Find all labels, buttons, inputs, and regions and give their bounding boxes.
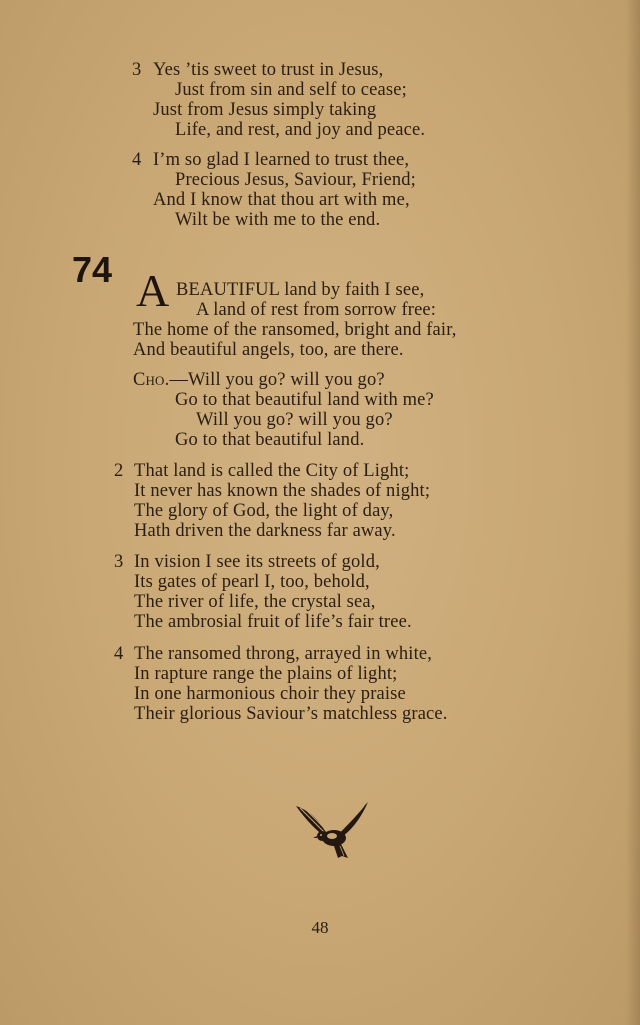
verse-line: Just from Jesus simply taking: [153, 100, 377, 120]
verse-line: That land is called the City of Light;: [134, 461, 410, 481]
verse-line: The ambrosial fruit of life’s fair tree.: [134, 612, 412, 632]
verse-number: 3: [114, 552, 124, 572]
verse-line: Their glorious Saviour’s matchless grace.: [134, 704, 448, 724]
verse-line: In vision I see its streets of gold,: [134, 552, 380, 572]
verse-line: It never has known the shades of night;: [134, 481, 431, 501]
verse-line: Its gates of pearl I, too, behold,: [134, 572, 370, 592]
verse-line: Precious Jesus, Saviour, Friend;: [175, 170, 416, 190]
verse-line: Hath driven the darkness far away.: [134, 521, 396, 541]
chorus-line-1: [133, 370, 385, 390]
verse-number: 3: [132, 60, 142, 80]
dove-icon: [294, 800, 370, 860]
verse-number: 4: [114, 644, 124, 664]
verse-line: Yes ’tis sweet to trust in Jesus,: [153, 60, 384, 80]
verse-line: The home of the ransomed, bright and fair,: [133, 320, 457, 340]
verse-line: Go to that beautiful land.: [175, 430, 365, 450]
verse-line: The glory of God, the light of day,: [134, 501, 394, 521]
verse-line: Just from sin and self to cease;: [175, 80, 407, 100]
verse-number: 2: [114, 461, 124, 481]
verse-line: A land of rest from sorrow free:: [196, 300, 437, 320]
verse-line: The ransomed throng, arrayed in white,: [134, 644, 433, 664]
verse-line: In one harmonious choir they praise: [134, 684, 406, 704]
verse-line: I’m so glad I learned to trust thee,: [153, 150, 410, 170]
verse-line: The river of life, the crystal sea,: [134, 592, 376, 612]
verse-line: Life, and rest, and joy and peace.: [175, 120, 426, 140]
verse-line: Wilt be with me to the end.: [175, 210, 381, 230]
verse-line: Will you go? will you go?: [196, 410, 393, 430]
page-number: 48: [311, 918, 329, 937]
hymn-number: 74: [72, 249, 113, 290]
verse-number: 4: [132, 150, 142, 170]
verse-line: And beautiful angels, too, are there.: [133, 340, 404, 360]
chorus-label: Cho.: [133, 370, 170, 390]
verse-line: In rapture range the plains of light;: [134, 664, 398, 684]
drop-cap: A: [136, 265, 170, 316]
verse-line: Go to that beautiful land with me?: [175, 390, 434, 410]
page-edge-shadow: [626, 0, 640, 1025]
verse-line: And I know that thou art with me,: [153, 190, 410, 210]
verse-line: BEAUTIFUL land by faith I see,: [176, 280, 425, 300]
chorus-line-text: —Will you go? will you go?: [169, 370, 385, 390]
